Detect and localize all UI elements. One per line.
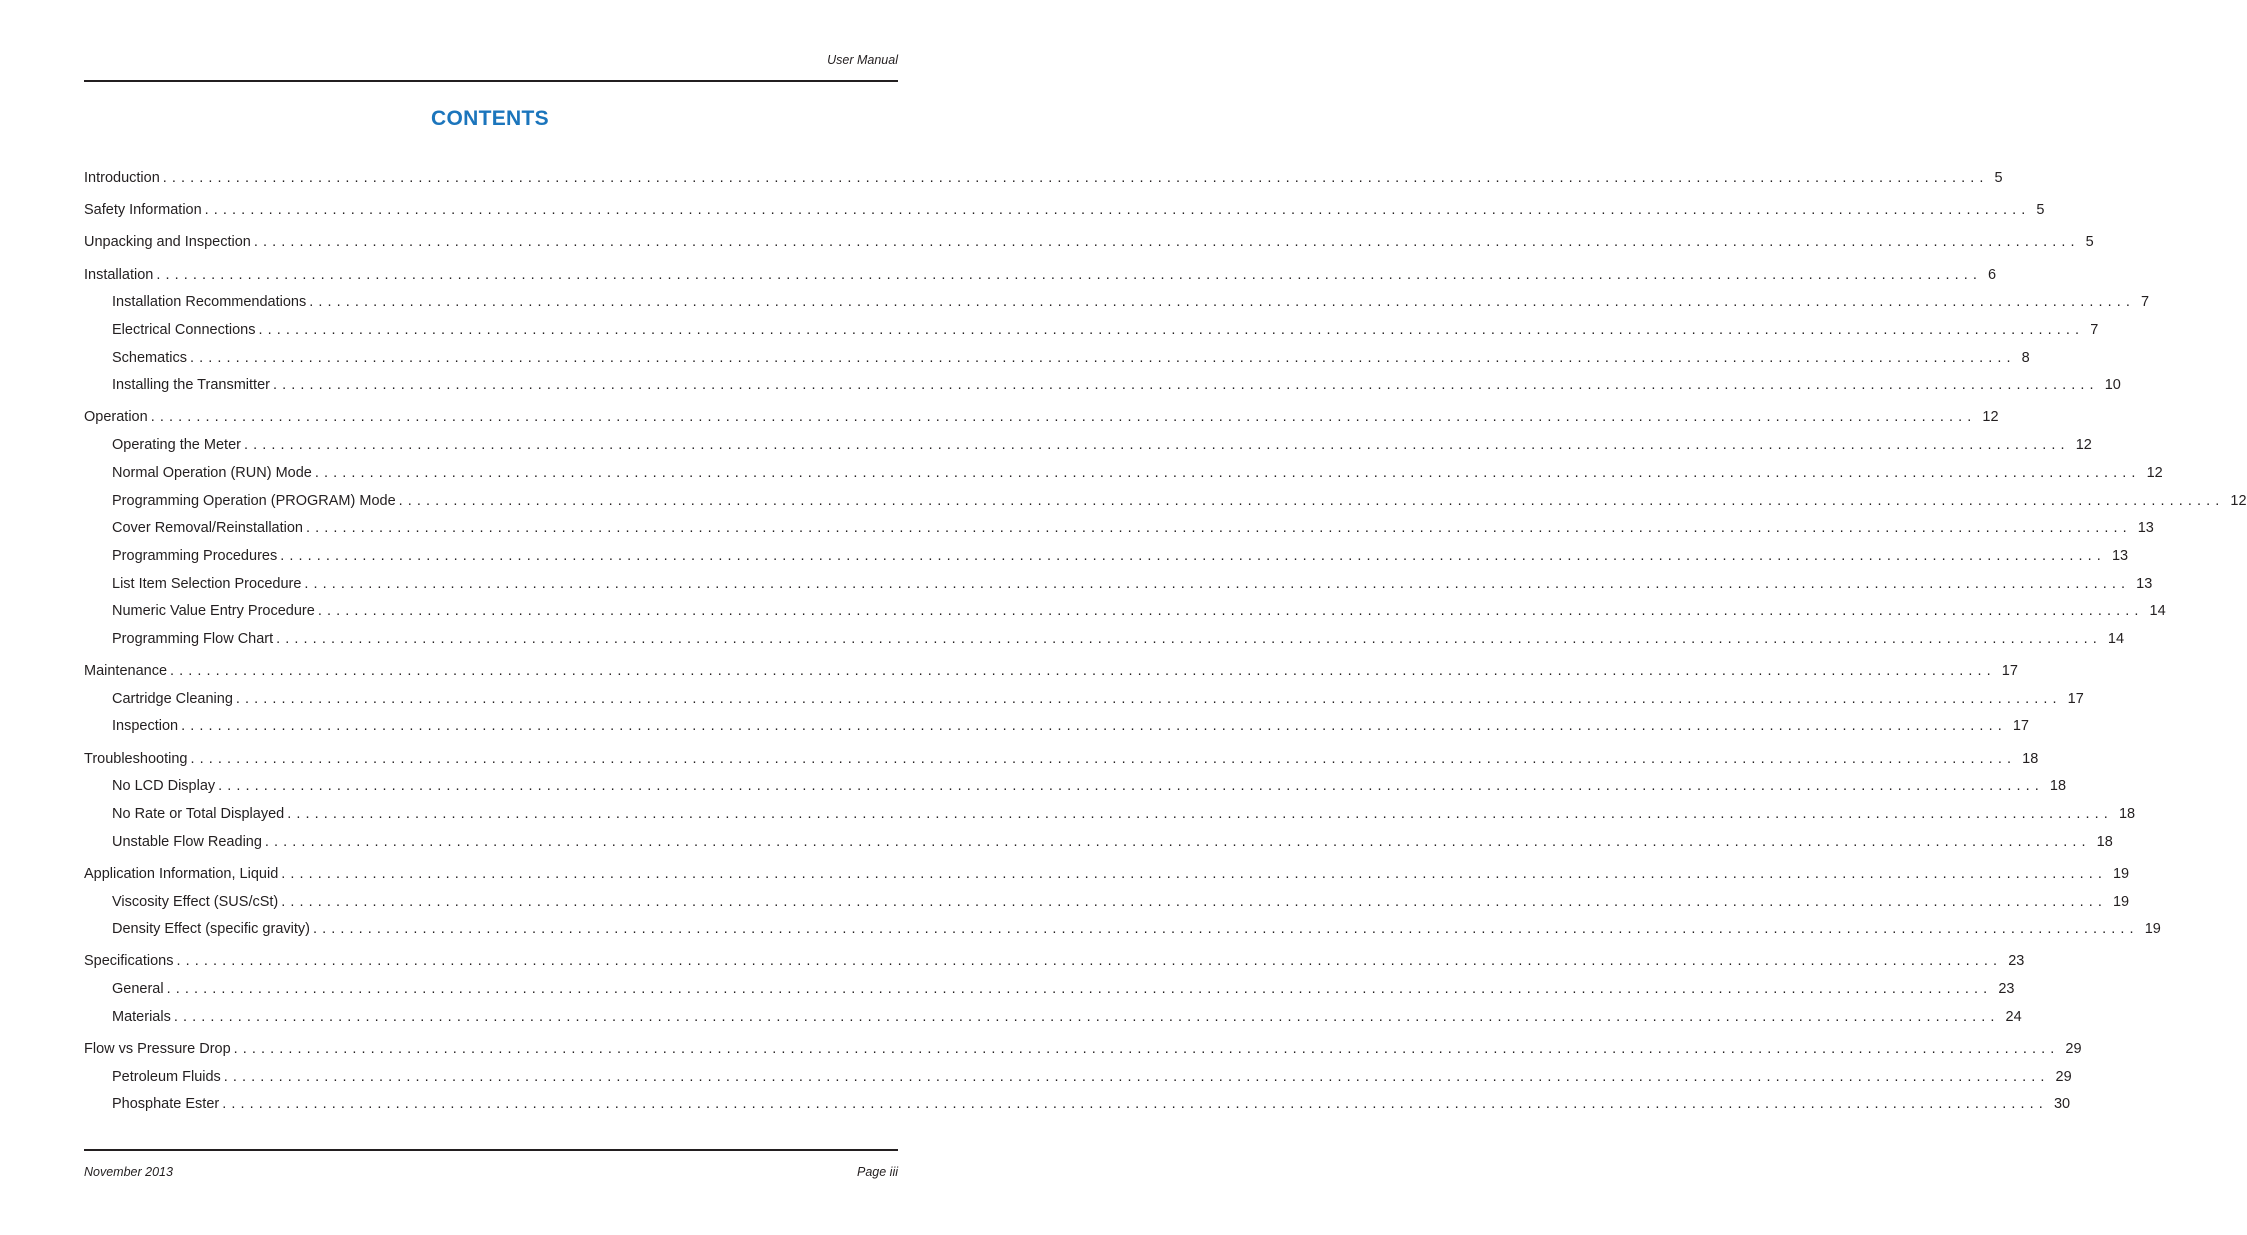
toc-dot-leader: ........................................................................................................................................................................................................ (233, 1041, 2060, 1057)
toc-page-number: 23 (1998, 981, 2015, 997)
header-label: User Manual (827, 53, 898, 67)
toc-dot-leader: ........................................................................................................................................................................................................ (235, 691, 2062, 707)
toc-page-number: 29 (2065, 1041, 2082, 1057)
toc-page-number: 18 (2049, 778, 2067, 794)
toc-entry[interactable] (84, 409, 1999, 429)
toc-subentry[interactable] (112, 691, 2084, 711)
toc-page-number: 14 (2149, 603, 2166, 619)
toc-entry-label: Application Information, Liquid (84, 866, 279, 882)
toc-entry-label: Inspection (112, 718, 179, 734)
toc-subentry[interactable] (112, 778, 2067, 798)
toc-subentry[interactable] (112, 894, 2130, 914)
toc-subentry[interactable] (112, 718, 2029, 738)
toc-entry-label: Installation (84, 267, 154, 283)
toc-subentry[interactable] (112, 377, 2121, 397)
toc-entry-label: Programming Operation (PROGRAM) Mode (112, 493, 396, 509)
toc-page-number: 12 (1982, 409, 1999, 425)
toc-entry-label: Installing the Transmitter (112, 377, 270, 393)
toc-entry-label: No Rate or Total Displayed (112, 806, 285, 822)
toc-page-number: 6 (1988, 267, 1997, 283)
toc-dot-leader: ........................................................................................................................................................................................................ (253, 234, 2080, 250)
toc-entry-label: Petroleum Fluids (112, 1069, 221, 1085)
toc-entry-label: General (112, 981, 164, 997)
toc-page-number: 18 (2096, 834, 2113, 850)
toc-dot-leader: ........................................................................................................................................................................................................ (156, 267, 1983, 283)
toc-dot-leader: ........................................................................................................................................................................................................ (150, 409, 1977, 425)
toc-dot-leader: ........................................................................................................................................................................................................ (306, 520, 2132, 536)
toc-subentry[interactable] (112, 548, 2129, 568)
toc-page-number: 12 (2230, 493, 2247, 509)
toc-entry[interactable] (84, 751, 2039, 771)
toc-dot-leader: ........................................................................................................................................................................................................ (222, 1096, 2048, 1112)
toc-page-number: 5 (1994, 170, 2003, 186)
toc-entry[interactable] (84, 1041, 2082, 1061)
toc-page-number: 17 (2067, 691, 2084, 707)
toc-page-number: 13 (2136, 576, 2153, 592)
toc-entry-label: Maintenance (84, 663, 168, 679)
toc-entry[interactable] (84, 267, 1997, 287)
toc-entry-label: Operation (84, 409, 148, 425)
footer-date: November 2013 (84, 1165, 173, 1179)
toc-dot-leader: ........................................................................................................................................................................................................ (264, 834, 2091, 850)
table-of-contents (84, 0, 2247, 1235)
toc-dot-leader: ........................................................................................................................................................................................................ (173, 1009, 2000, 1025)
toc-dot-leader: ........................................................................................................................................................................................................ (218, 778, 2044, 794)
toc-dot-leader: ........................................................................................................................................................................................................ (398, 493, 2225, 509)
footer-page-number: Page iii (857, 1165, 898, 1179)
toc-subentry[interactable] (112, 921, 2161, 941)
toc-dot-leader: ........................................................................................................................................................................................................ (190, 751, 2017, 767)
toc-dot-leader: ........................................................................................................................................................................................................ (276, 631, 2102, 647)
toc-dot-leader: ........................................................................................................................................................................................................ (280, 548, 2106, 564)
toc-page-number: 12 (2075, 437, 2092, 453)
toc-entry-label: Electrical Connections (112, 322, 256, 338)
toc-dot-leader: ........................................................................................................................................................................................................ (312, 921, 2139, 937)
toc-dot-leader: ........................................................................................................................................................................................................ (304, 576, 2131, 592)
toc-entry-label: Materials (112, 1009, 171, 1025)
toc-dot-leader: ........................................................................................................................................................................................................ (309, 294, 2135, 310)
toc-dot-leader: ........................................................................................................................................................................................................ (162, 170, 1989, 186)
toc-page-number: 14 (2107, 631, 2125, 647)
toc-dot-leader: ........................................................................................................................................................................................................ (181, 718, 2007, 734)
toc-subentry[interactable] (112, 350, 2030, 370)
toc-subentry[interactable] (112, 981, 2015, 1001)
toc-dot-leader: ........................................................................................................................................................................................................ (281, 894, 2107, 910)
toc-page-number: 10 (2104, 377, 2121, 393)
toc-entry-label: Phosphate Ester (112, 1096, 220, 1112)
toc-dot-leader: ........................................................................................................................................................................................................ (223, 1069, 2050, 1085)
toc-subentry[interactable] (112, 465, 2163, 485)
toc-subentry[interactable] (112, 1096, 2071, 1116)
toc-entry[interactable] (84, 663, 2018, 683)
toc-page-number: 19 (2112, 894, 2130, 910)
toc-page-number: 24 (2005, 1009, 2022, 1025)
toc-entry-label: Normal Operation (RUN) Mode (112, 465, 312, 481)
toc-entry-label: Safety Information (84, 202, 202, 218)
toc-entry-label: Numeric Value Entry Procedure (112, 603, 315, 619)
toc-dot-leader: ........................................................................................................................................................................................................ (204, 202, 2031, 218)
toc-entry-label: Density Effect (specific gravity) (112, 921, 310, 937)
toc-page-number: 30 (2053, 1096, 2071, 1112)
toc-entry-label: Cover Removal/Reinstallation (112, 520, 303, 536)
toc-entry-label: Introduction (84, 170, 160, 186)
toc-entry[interactable] (84, 234, 2094, 254)
toc-entry[interactable] (84, 202, 2045, 222)
toc-page-number: 19 (2144, 921, 2161, 937)
toc-dot-leader: ........................................................................................................................................................................................................ (317, 603, 2144, 619)
toc-page-number: 17 (2012, 718, 2029, 734)
toc-subentry[interactable] (112, 294, 2150, 314)
toc-entry-label: Viscosity Effect (SUS/cSt) (112, 894, 279, 910)
toc-entry-label: Flow vs Pressure Drop (84, 1041, 231, 1057)
toc-dot-leader: ........................................................................................................................................................................................................ (189, 350, 2016, 366)
toc-entry-label: Programming Flow Chart (112, 631, 274, 647)
toc-dot-leader: ........................................................................................................................................................................................................ (176, 953, 2003, 969)
toc-subentry[interactable] (112, 322, 2099, 342)
toc-page-number: 17 (2001, 663, 2018, 679)
toc-subentry[interactable] (112, 834, 2113, 854)
toc-dot-leader: ........................................................................................................................................................................................................ (287, 806, 2113, 822)
toc-subentry[interactable] (112, 576, 2153, 596)
toc-page-number: 13 (2137, 520, 2154, 536)
toc-entry-label: Specifications (84, 953, 174, 969)
toc-entry-label: Troubleshooting (84, 751, 188, 767)
toc-entry[interactable] (84, 170, 2003, 190)
toc-entry-label: Installation Recommendations (112, 294, 307, 310)
toc-page-number: 7 (2090, 322, 2099, 338)
toc-entry-label: Unpacking and Inspection (84, 234, 251, 250)
toc-page-number: 29 (2055, 1069, 2072, 1085)
toc-dot-leader: ........................................................................................................................................................................................................ (281, 866, 2107, 882)
toc-page-number: 19 (2112, 866, 2130, 882)
toc-entry[interactable] (84, 953, 2025, 973)
toc-subentry[interactable] (112, 631, 2125, 651)
toc-entry-label: Schematics (112, 350, 187, 366)
toc-page-number: 13 (2111, 548, 2129, 564)
toc-entry-label: No LCD Display (112, 778, 216, 794)
toc-dot-leader: ........................................................................................................................................................................................................ (258, 322, 2085, 338)
toc-dot-leader: ........................................................................................................................................................................................................ (243, 437, 2070, 453)
toc-subentry[interactable] (112, 603, 2166, 623)
toc-subentry[interactable] (112, 1069, 2072, 1089)
toc-dot-leader: ........................................................................................................................................................................................................ (314, 465, 2141, 481)
toc-page-number: 5 (2085, 234, 2094, 250)
toc-entry-label: Operating the Meter (112, 437, 241, 453)
toc-entry-label: Unstable Flow Reading (112, 834, 262, 850)
toc-page-number: 18 (2022, 751, 2039, 767)
toc-page-number: 18 (2118, 806, 2136, 822)
toc-entry-label: List Item Selection Procedure (112, 576, 302, 592)
footer-rule (84, 1149, 898, 1151)
toc-subentry[interactable] (112, 493, 2247, 513)
toc-page-number: 23 (2008, 953, 2025, 969)
toc-subentry[interactable] (112, 806, 2136, 826)
toc-page-number: 12 (2146, 465, 2163, 481)
toc-page-number: 7 (2140, 294, 2150, 310)
toc-entry[interactable] (84, 866, 2130, 886)
toc-subentry[interactable] (112, 1009, 2022, 1029)
toc-entry-label: Programming Procedures (112, 548, 278, 564)
toc-dot-leader: ........................................................................................................................................................................................................ (272, 377, 2099, 393)
toc-dot-leader: ........................................................................................................................................................................................................ (166, 981, 1993, 997)
toc-entry-label: Cartridge Cleaning (112, 691, 233, 707)
toc-page-number: 5 (2036, 202, 2045, 218)
page-title: CONTENTS (431, 107, 549, 130)
toc-page-number: 8 (2021, 350, 2030, 366)
toc-dot-leader: ........................................................................................................................................................................................................ (170, 663, 1996, 679)
toc-subentry[interactable] (112, 520, 2154, 540)
toc-subentry[interactable] (112, 437, 2092, 457)
